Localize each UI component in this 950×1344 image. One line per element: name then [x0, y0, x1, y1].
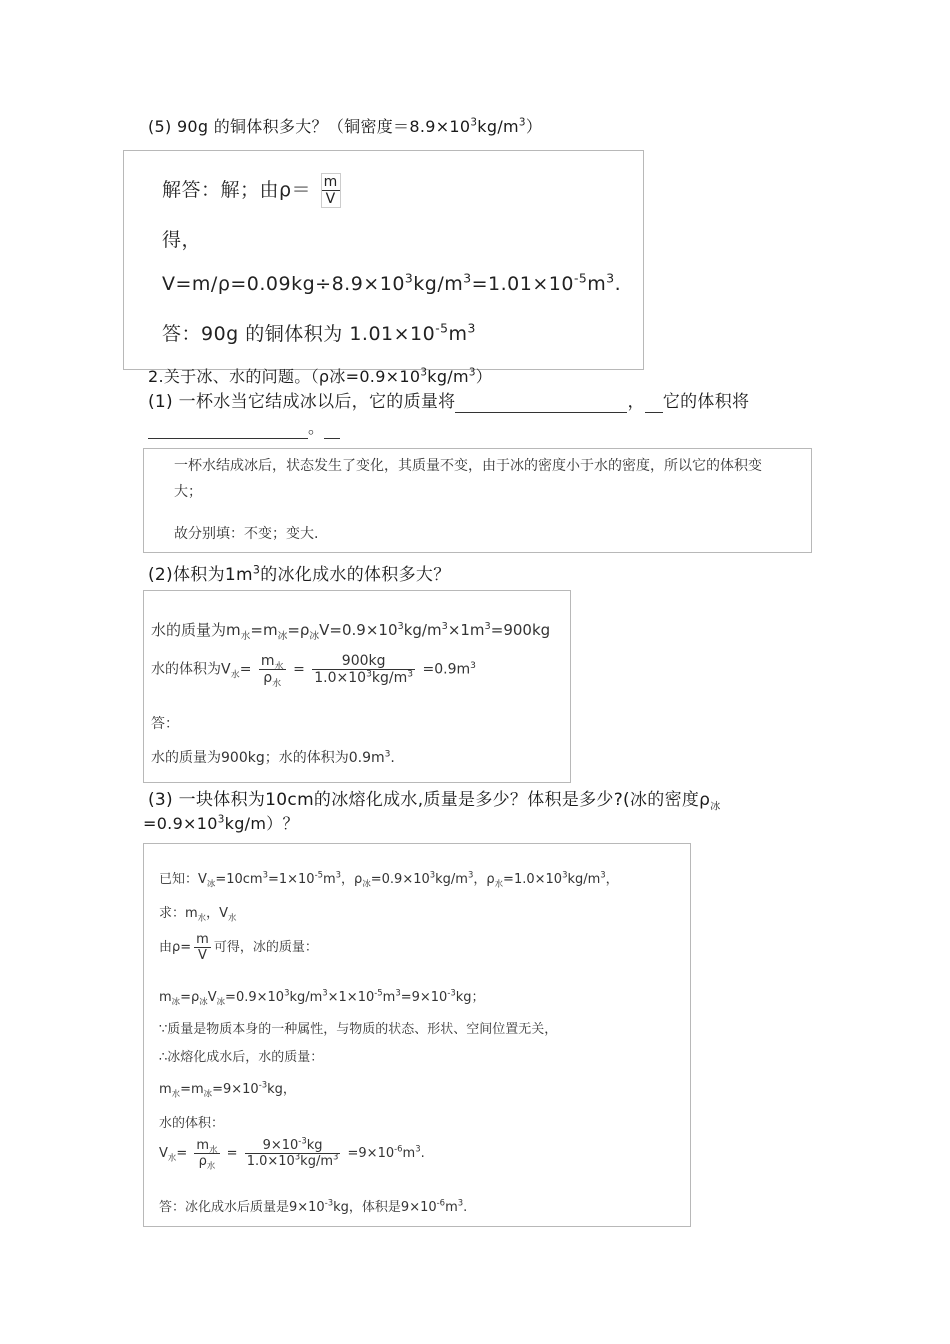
answer-5-line1: 解答：解；由ρ＝ $\frac{m}{V}$ [162, 173, 344, 208]
answer-2-1-line2: 大； [174, 484, 202, 500]
answer-2-1-line1: 一杯水结成冰后，状态发生了变化，其质量不变，由于冰的密度小于水的密度，所以它的体积变 [174, 458, 762, 474]
question-2-3-line1: (3) 一块体积为10cm的冰熔化成水,质量是多少？体积是多少?(冰的密度$\rho_冰$ [148, 790, 721, 813]
answer-2-2-line4: 水的质量为900kg；水的体积为$0.9m^3$. [151, 749, 395, 766]
answer-2-3-conclusion: ∴冰熔化成水后，水的质量： [159, 1050, 324, 1065]
answer-2-3-water-volume: $V_水=$ $\frac{m_水}{\rho_水}$ = $\frac{9\times 10^{-3}kg}{1.0\times 10^3kg/m^3}$ $=9\times 10^{-6}m^3$. [159, 1135, 425, 1171]
answer-2-3-water-volume-label: 水的体积： [159, 1116, 225, 1131]
answer-2-3-find: 求：$m_水$，$V_水$ [159, 906, 237, 923]
answer-box-2-2 [143, 590, 571, 783]
answer-box-2-3 [143, 843, 691, 1227]
question-2-1: (1) 一杯水当它结成冰以后，它的质量将 ， 它的体积将 [148, 392, 750, 412]
question-2-title: 2.关于冰、水的问题。（ρ冰$=0.9\times 10^3kg/m^3$） [148, 366, 493, 386]
question-2-2: (2)体积为$1m^3$的冰化成水的体积多大？ [148, 563, 451, 585]
answer-5-line2: 得， [162, 229, 202, 251]
answer-2-3-given: 已知：$V_冰=10cm^3=1\times 10^{-5}m^3$，$\rho_冰=0.9\times 10^3kg/m^3$，$\rho_水=1.0\times 10^3kg/m^3$， [159, 869, 619, 889]
answer-2-3-reason: ∵质量是物质本身的一种属性，与物质的状态、形状、空间位置无关， [159, 1022, 558, 1037]
fraction-m-over-v: $\frac{m}{V}$ [321, 173, 341, 208]
answer-blank-mass[interactable] [455, 396, 627, 413]
answer-2-2-line2: 水的体积为$V_水=$ $\frac{m_水}{\rho_水}$ = $\frac{900kg}{1.0\times 10^3kg/m^3}$ $=0.9m^3$ [151, 653, 476, 689]
answer-2-3-water-mass: $m_水=m_冰=9\times 10^{-3}kg$， [159, 1079, 296, 1099]
answer-2-1-line3: 故分别填：不变；变大. [174, 526, 319, 542]
answer-2-3-formula: 由ρ= $\frac{m}{V}$ 可得，冰的质量： [159, 932, 318, 963]
answer-blank-volume[interactable] [148, 422, 308, 439]
answer-5-line3: $V=m/\rho=0.09kg\div 8.9\times 10^3kg/m^3=1.01\times 10^{-5}m^3$. [162, 271, 622, 295]
question-2-1-line2: 。 [148, 417, 340, 439]
answer-2-3-ice-mass: $m_冰=\rho_冰V_冰=0.9\times 10^3kg/m^3\times 1\times 10^{-5}m^3=9\times 10^{-3}kg$； [159, 987, 485, 1007]
answer-2-2-line1: 水的质量为$m_水=m_冰=\rho_冰V=0.9\times 10^3kg/m^3\times 1m^3=900kg$ [151, 621, 551, 642]
answer-2-2-line3: 答： [151, 716, 179, 732]
answer-2-3-final: 答：冰化成水后质量是$9\times 10^{-3}kg$，体积是$9\times 10^{-6}m^3$. [159, 1197, 468, 1215]
answer-box-5 [123, 150, 644, 370]
question-2-3-line2: $=0.9\times 10^3kg/m$）？ [143, 813, 299, 833]
answer-box-2-1 [143, 448, 812, 553]
question-5: (5) 90g 的铜体积多大？（铜密度$=8.9\times 10^3kg/m^3$） [148, 116, 543, 136]
answer-5-line4: 答：90g 的铜体积为 $1.01\times 10^{-5}m^3$ [162, 321, 476, 345]
